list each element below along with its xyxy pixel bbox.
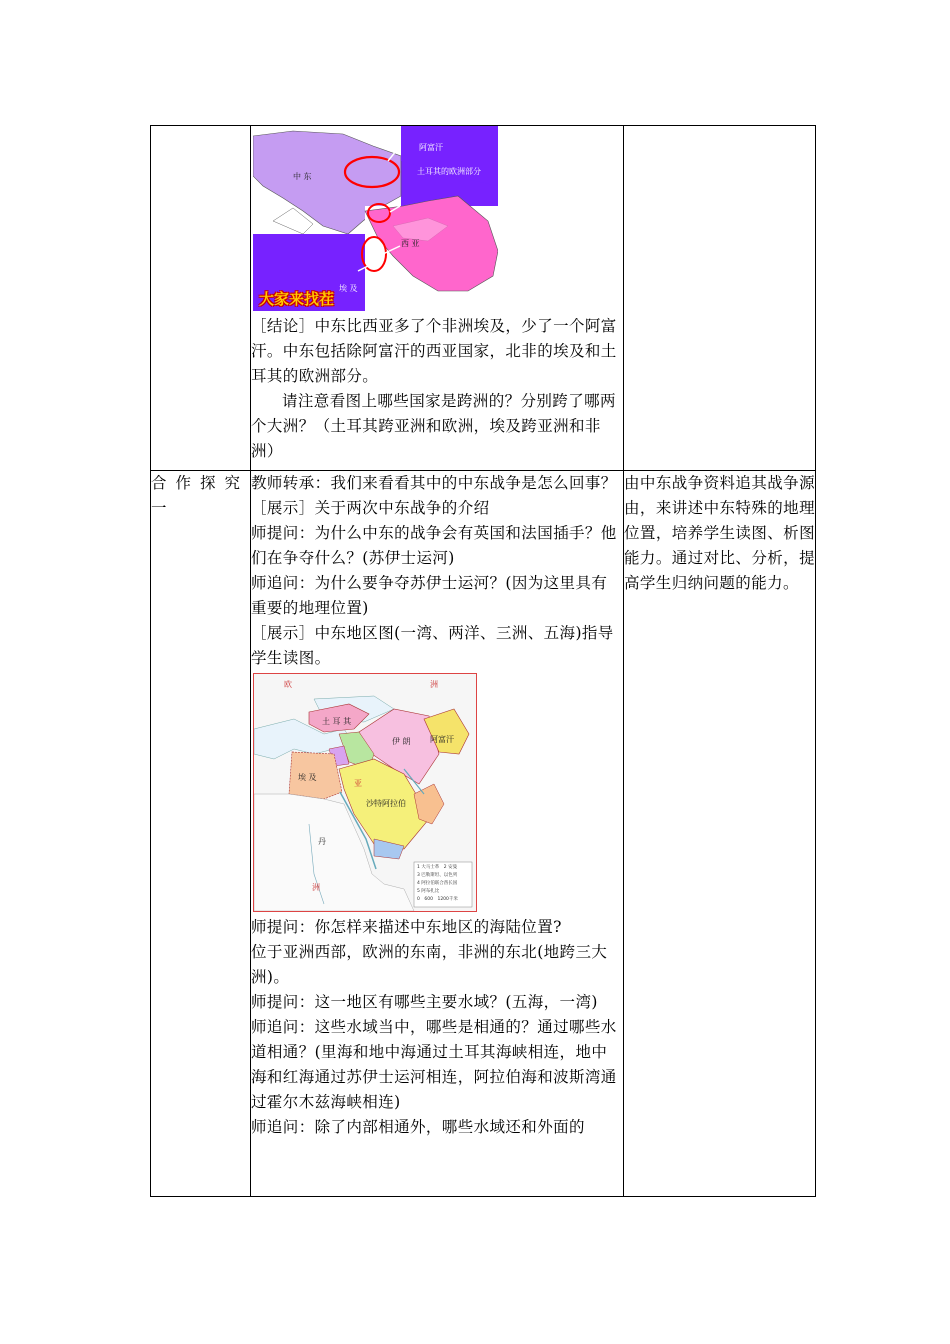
map2-label-asia: 亚 (354, 779, 362, 788)
paragraph: 师追问：为什么要争夺苏伊士运河？(因为这里具有重要的地理位置) (251, 574, 608, 617)
conclusion-text: ［结论］中东比西亚多了个非洲埃及，少了一个阿富汗。中东包括除阿富汗的西亚国家，北非的埃及和土耳其的欧洲部分。 (251, 317, 617, 385)
paragraph: ［展示］关于两次中东战争的介绍 (251, 499, 490, 517)
table-row (151, 471, 816, 1197)
map2-legend (417, 864, 458, 904)
paragraph: ［展示］中东地区图(一湾、两洋、三洲、五海)指导学生读图。 (251, 624, 614, 667)
map2-label-europe-left: 欧 (284, 680, 292, 689)
row1-content-cell (251, 126, 624, 471)
middle-east-vs-west-asia-map (253, 126, 498, 311)
middle-east-region-map (253, 673, 477, 912)
map2-label-saudi: 沙特阿拉伯 (366, 799, 406, 808)
map2-label-africa-2: 洲 (312, 883, 320, 892)
legend-line: 5 阿布扎比 (417, 889, 440, 894)
row1-notes-cell (624, 126, 816, 471)
map2-label-africa-1: 丹 (318, 837, 326, 846)
row2-content-cell (251, 471, 624, 1197)
map2-label-turkey: 土 耳 其 (322, 717, 352, 726)
legend-line: 3 巴勒斯坦、以色列 (417, 873, 458, 878)
map1-label-afghanistan: 阿富汗 (419, 143, 443, 152)
paragraph: 教师转承：我们来看看其中的中东战争是怎么回事？ (251, 474, 617, 492)
legend-scale: 0 600 1200千米 (417, 897, 458, 902)
map1-label-west-asia: 西 亚 (401, 239, 420, 248)
design-notes-cell: 由中东战争资料追其战争源由，来讲述中东特殊的地理位置，培养学生读图、析图能力。通过对比、分析，提高学生归纳问题的能力。 (624, 471, 816, 1197)
section-label: 合作探究一 (151, 471, 251, 1197)
paragraph: 师追问：这些水域当中，哪些是相通的？通过哪些水道相通？(里海和地中海通过土耳其海峡相连，地中海和红海通过苏伊士运河相连，阿拉伯海和波斯湾通过霍尔木兹海峡相连) (251, 1018, 617, 1111)
paragraph: 师提问：这一地区有哪些主要水域？(五海，一湾) (251, 993, 598, 1011)
question-text: 请注意看图上哪些国家是跨洲的？分别跨了哪两个大洲？（土耳其跨亚洲和欧洲，埃及跨亚洲和非洲） (251, 392, 616, 460)
paragraph: 师追问：除了内部相通外，哪些水域还和外面的 (251, 1118, 585, 1136)
legend-line: 1 大马士革 2 安曼 (417, 865, 458, 870)
paragraph: 师提问：为什么中东的战争会有英国和法国插手？他们在争夺什么？(苏伊士运河) (251, 524, 617, 567)
map1-title-find-differences: 大家来找茬 (259, 290, 335, 308)
paragraph: 位于亚洲西部，欧洲的东南，非洲的东北(地跨三大洲)。 (251, 943, 608, 986)
map2-label-egypt: 埃 及 (298, 773, 317, 782)
map2-label-europe-right: 洲 (430, 680, 438, 689)
map2-label-afghanistan: 阿富汗 (430, 735, 454, 744)
paragraph: 师提问：你怎样来描述中东地区的海陆位置? (251, 918, 562, 936)
legend-line: 4 阿拉伯联合酋长国 (417, 881, 458, 886)
row1-label-cell (151, 126, 251, 471)
map2-label-iran: 伊 朗 (392, 737, 411, 746)
map1-label-middle-east: 中 东 (293, 172, 312, 181)
map1-label-turkey-europe: 土耳其的欧洲部分 (417, 167, 481, 176)
lesson-table (150, 125, 816, 1197)
map1-label-egypt: 埃 及 (339, 284, 358, 293)
map1-drawing (253, 126, 498, 311)
table-row (151, 126, 816, 471)
